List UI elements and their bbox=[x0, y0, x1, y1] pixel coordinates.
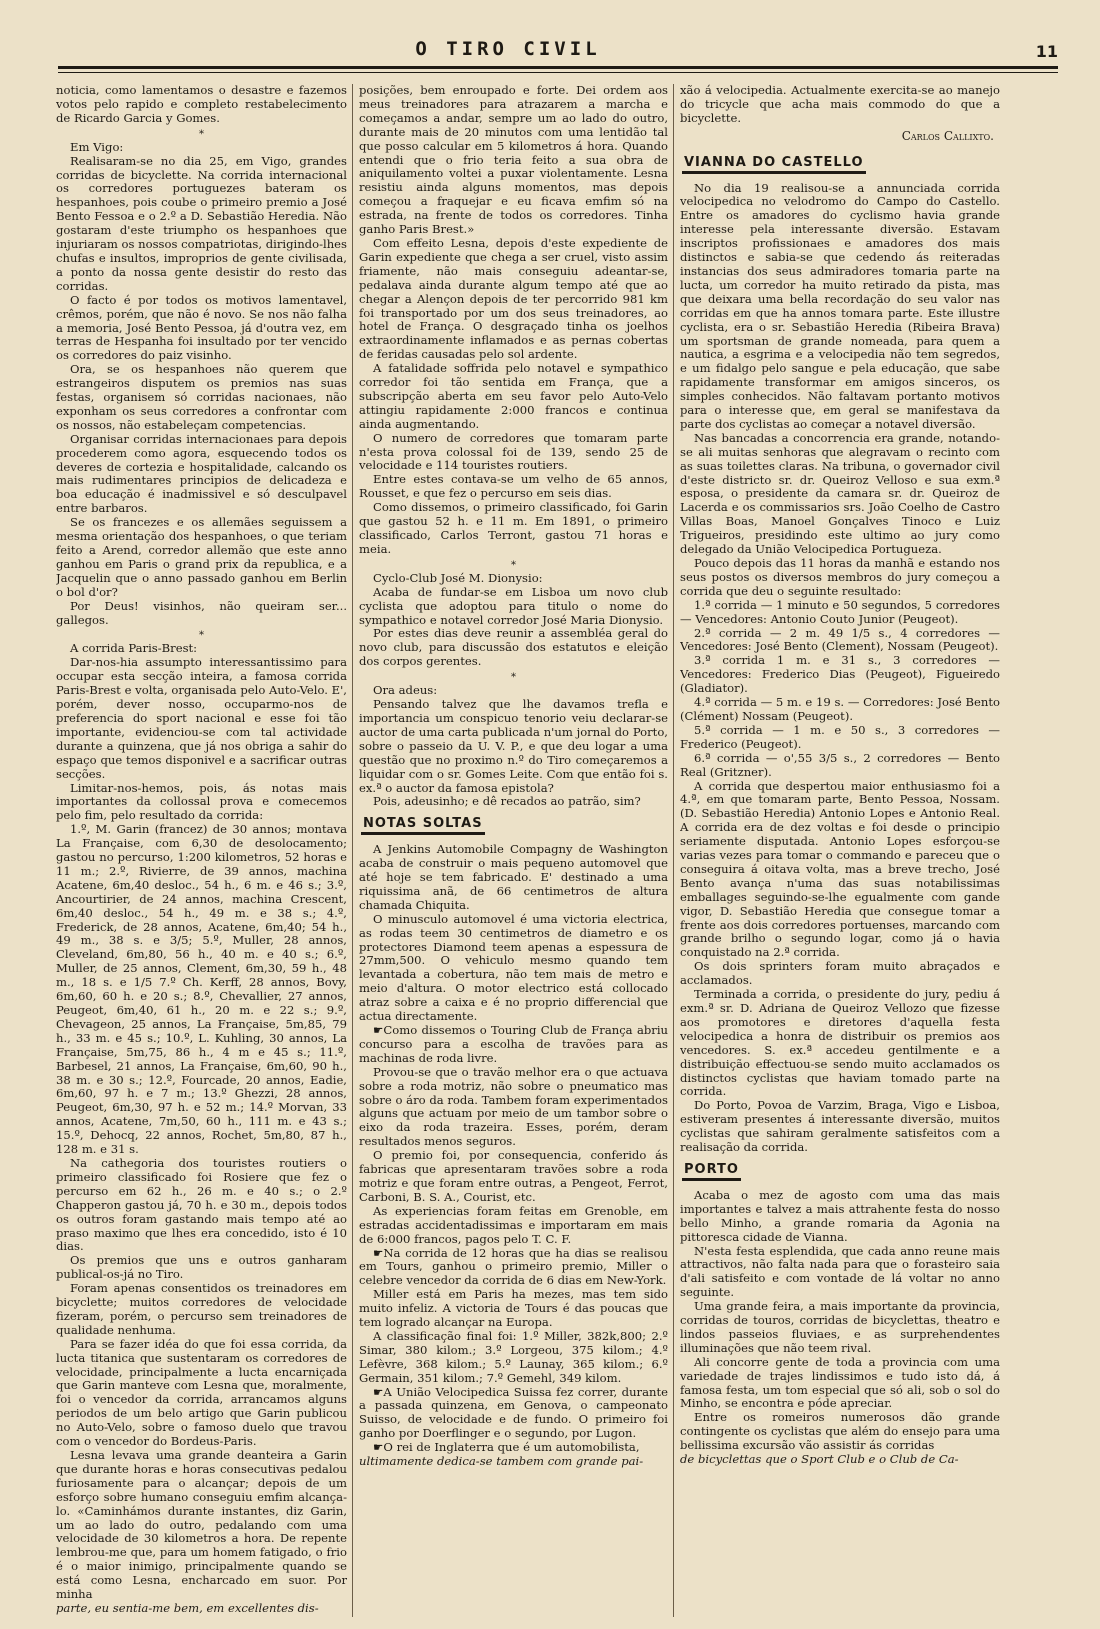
paragraph: Entre estes contava-se um velho de 65 annos, Rousset, e que fez o percurso em seis dias. bbox=[359, 472, 668, 501]
paragraph: O facto é por todos os motivos lamentavel, crêmos, porém, que não é novo. Se nos não falha a memoria, José Bento Pessoa, já d'outra vez, em terras de Hespanha foi insultado por ter vencido os corredores do paiz visinho. bbox=[56, 292, 347, 363]
paragraph: Limitar-nos-hemos, pois, ás notas mais importantes da collossal prova e comecemos pelo fim, pelo resultado da corrida: bbox=[56, 780, 347, 823]
paragraph: Lesna levava uma grande deanteira a Garin que durante horas e horas consecutivas pedalou furiosamente para o alcançar; depois de um esforço sobre humano conseguiu emfim alcança-lo. «Caminhámos durante instantes, diz Garin, um ao lado do outro, pedalando com uma velocidade de 30 kilometros a hora. De repente lembrou-me que, para um homem fatigado, o frio é o maior inimigo, principalmente quando se está como Lesna, encharcado em suor. Por minha bbox=[56, 1448, 347, 1602]
paragraph: A corrida que despertou maior enthusiasmo foi a 4.ª, em que tomaram parte, Bento Pessoa, Nossam. (D. Sebastião Heredia) Antonio Lopes e Antonio Real. A corrida era de dez voltas e foi desde o principio seriamente disputada. Antonio Lopes esforçou-se varias vezes para tomar o commando e pareceu que o conseguira á oitava volta, mas a breve trecho, José Bento avança n'uma das suas notabilissimas emballages seguindo-se-lhe egualmente com gande vigor, D. Sebastião Heredia que consegue tomar a frente aos dois corredores portuenses, marcando com grande brilho o segundo logar, como já o havia conquistado na 2.ª corrida. bbox=[680, 778, 1000, 960]
header-rule-thin bbox=[58, 72, 1058, 73]
section-separator: * bbox=[511, 559, 516, 571]
paragraph: Do Porto, Povoa de Varzim, Braga, Vigo e Lisboa, estiveram presentes á interessante diversão, muitos cyclistas que sahiram geralmente satisfeitos com a realisação da corrida. bbox=[680, 1098, 1000, 1155]
paragraph: posições, bem enroupado e forte. Dei ordem aos meus treinadores para atrazarem a marcha e começamos a andar, sempre um ao lado do outro, durante mais de 20 minutos com uma lentidão tal que posso calcular em 5 kilometros á hora. Quando entendi que o frio teria feito a sua obra de aniquilamento voltei a puxar violentamente. Lesna resistiu ainda alguns momentos, mas depois começou a fraquejar e eu ficava emfim só na estrada, na frente de todos os corredores. Tinha ganho Paris Brest.» bbox=[359, 84, 668, 237]
column-2 bbox=[359, 84, 668, 1619]
paragraph: Para se fazer idéa do que foi essa corrida, da lucta titanica que sustentaram os corredores de velocidade, principalmente a lucta encarniçada que Garin manteve com Lesna que, moralmente, foi o vencedor da corrida, arrancamos alguns periodos de um belo artigo que Garin publicou no Auto-Velo, sobre o famoso duelo que travou com o vencedor do Bordeus-Paris. bbox=[56, 1336, 347, 1449]
subheading-vigo: Em Vigo: bbox=[70, 139, 124, 154]
paragraph: Miller está em Paris ha mezes, mas tem sido muito infeliz. A victoria de Tours é das poucas que tem logrado alcançar na Europa. bbox=[359, 1287, 668, 1330]
paragraph: No dia 19 realisou-se a annunciada corrida velocipedica no velodromo do Campo do Castello. Entre os amadores do cyclismo havia grande interesse pela interessante diversão. Estavam inscriptos profissionaes e amadores dos mais distinctos e sabia-se que cedendo ás reiteradas instancias dos seus admiradores tomaria parte na lucta, um corredor ha muito retirado da pista, mas que deixara uma bella recordação do seu valor nas corridas em que ha annos tomara parte. Este illustre cyclista, era o sr. Sebastião Heredia (Ribeira Brava) um sportsman de grande nomeada, para quem a nautica, a esgrima e a velocipedia não tem segredos, e um fidalgo pelo sangue e pela educação, que sabe rapidamente transformar em amigos sinceros, os simples conhecidos. Não faltavam portanto motivos para o interesse que, em geral se manifestava da parte dos cyclistas ao começar a notavel diversão. bbox=[680, 180, 1000, 431]
paragraph: Dar-nos-hia assumpto interessantissimo para occupar esta secção inteira, a famosa corrida Paris-Brest e volta, organisada pelo Auto-Velo. E', porém, dever nosso, occuparmo-nos de preferencia do sport nacional e esse foi tão importante, evidenciou-se com tal actividade durante a quinzena, que já nos obriga a sahir do espaço que temos disponivel e a sacrificar outras secções. bbox=[56, 655, 347, 781]
subheading-paris-brest: A corrida Paris-Brest: bbox=[70, 641, 198, 656]
paragraph: O minusculo automovel é uma victoria electrica, as rodas teem 30 centimetros de diametro e os protectores Diamond teem apenas a espessura de 27mm,500. O vehiculo mesmo quando tem levantada a cobertura, não tem mais de metro e meio d'altura. O motor electrico está collocado atraz sobre a caixa e é no proprio differencial que actua directamente. bbox=[359, 911, 668, 1024]
paragraph: xão á velocipedia. Actualmente exercita-se ao manejo do tricycle que acha mais commodo do que a bicyclette. bbox=[680, 84, 1000, 125]
section-separator: * bbox=[199, 128, 204, 140]
paragraph: Por Deus! visinhos, não queiram ser... gallegos. bbox=[56, 598, 347, 627]
column-footer-line: ultimamente dedica-se tambem com grande pai- bbox=[359, 1454, 644, 1469]
paragraph: O premio foi, por consequencia, conferido ás fabricas que apresentaram travões sobre a roda motriz e que foram entre outras, a Pengeot, Ferrot, Carboni, B. S. A., Courist, etc. bbox=[359, 1148, 668, 1204]
race-result: 1.ª corrida — 1 minuto e 50 segundos, 5 corredores — Vencedores: Antonio Couto Junior (Peugeot). bbox=[680, 597, 1000, 626]
section-heading-notas-soltas: NOTAS SOLTAS bbox=[361, 817, 485, 835]
paragraph: N'esta festa esplendida, que cada anno reune mais attractivos, não falta nada para que o forasteiro saia d'ali satisfeito e com vontade de lá voltar no anno seguinte. bbox=[680, 1243, 1000, 1300]
paragraph: Foram apenas consentidos os treinadores em bicyclette; muitos corredores de velocidade fizeram, porém, o percurso sem treinadores de qualidade nenhuma. bbox=[56, 1281, 347, 1337]
race-result: 4.ª corrida — 5 m. e 19 s. — Corredores: José Bento (Clément) Nossam (Peugeot). bbox=[680, 695, 1000, 723]
paragraph: Realisaram-se no dia 25, em Vigo, grandes corridas de bicyclette. Na corrida internacional os corredores portuguezes bateram os hespanhoes, pois coube o primeiro premio a José Bento Fessoa e o 2.º a D. Sebastião Heredia. Não gostaram d'este triumpho os hespanhoes que injuriaram os nossos compatriotas, dirigindo-lhes chufas e insultos, improprios de gente civilisada, a ponto da nossa gente desistir do resto das corridas. bbox=[56, 153, 347, 293]
paragraph: Provou-se que o travão melhor era o que actuava sobre a roda motriz, não sobre o pneumatico mas sobre o áro da roda. Tambem foram experimentados alguns que actuam por meio de um tambor sobre o eixo da roda trazeira. Esses, porém, deram resultados menos seguros. bbox=[359, 1064, 668, 1149]
paragraph: noticia, como lamentamos o desastre e fazemos votos pelo rapido e completo restabelecimento de Ricardo Garcia y Gomes. bbox=[56, 84, 347, 125]
paragraph: Entre os romeiros numerosos dão grande contingente os cyclistas que além do ensejo para uma bellissima excursão vão assistir ás corridas bbox=[680, 1410, 1000, 1453]
page-header bbox=[58, 36, 1058, 66]
paragraph: Terminada a corrida, o presidente do jury, pediu á exm.ª sr. D. Adriana de Queiroz Vellozo que fizesse aos promotores e diretores d'aquella festa velocipedica a honra de distribuir os premios aos vencedores. S. ex.ª accedeu gentilmente e a distribuição effectuou-se sendo muito acclamados os distinctos cyclistas que haviam tomado parte na corrida. bbox=[680, 987, 1000, 1099]
paragraph: A classificação final foi: 1.º Miller, 382k,800; 2.º Simar, 380 kilom.; 3.º Lorgeou, 375 kilom.; 4.º Lefèvre, 368 kilom.; 5.º Launay, 365 kilom.; 6.º Germain, 351 kilom.; 7.º Gemehl, 349 kilom. bbox=[359, 1328, 668, 1385]
paragraph: ☛O rei de Inglaterra que é um automobilista, bbox=[373, 1440, 640, 1455]
paragraph: Ali concorre gente de toda a provincia com uma variedade de trajes lindissimos e tudo isto dá, á famosa festa, um tom especial que só ali, sob o sol do Minho, se encontra e póde apreciar. bbox=[680, 1354, 1000, 1411]
paragraph: A fatalidade soffrida pelo notavel e sympathico corredor foi tão sentida em França, que a subscripção aberta em seu favor pelo Auto-Velo attingiu rapidamente 2:000 francos e continua ainda augmentando. bbox=[359, 361, 668, 431]
race-result: 2.ª corrida — 2 m. 49 1/5 s., 4 corredores — Vencedores: José Bento (Clement), Nossam (Peugeot). bbox=[680, 625, 1000, 654]
race-result: 6.ª corrida — o',55 3/5 s., 2 corredores — Bento Real (Gritzner). bbox=[680, 750, 1000, 779]
paragraph: Acaba o mez de agosto com uma das mais importantes e talvez a mais attrahente festa do nosso bello Minho, a grande romaria da Agonia na pittoresca cidade de Vianna. bbox=[680, 1187, 1000, 1244]
column-footer-line: de bicyclettas que o Sport Club e o Club de Ca- bbox=[680, 1452, 959, 1467]
paragraph: ☛Como dissemos o Touring Club de França abriu concurso para a escolha de travões para as machinas de roda livre. bbox=[359, 1023, 668, 1065]
author-signature: Carlos Callixto. bbox=[901, 128, 994, 143]
paragraph: Como dissemos, o primeiro classificado, foi Garin que gastou 52 h. e 11 m. Em 1891, o primeiro classificado, Carlos Terront, gastou 71 horas e meia. bbox=[359, 500, 668, 556]
paragraph: Acaba de fundar-se em Lisboa um novo club cyclista que adoptou para titulo o nome do sympathico e notavel corredor José Maria Dionysio. bbox=[359, 584, 668, 627]
column-footer-line: parte, eu sentia-me bem, em excellentes dis- bbox=[56, 1600, 319, 1615]
paragraph: A Jenkins Automobile Compagny de Washington acaba de construir o mais pequeno automovel que até hoje se tem fabricado. E' destinado a uma riquissima anã, de 66 centimetros de altura chamada Chiquita. bbox=[359, 842, 668, 912]
section-separator: * bbox=[199, 630, 204, 642]
publication-title: O TIRO CIVIL bbox=[415, 38, 601, 60]
paragraph: Se os francezes e os allemães seguissem a mesma orientação dos hespanhoes, o que teriam feito a Arend, corredor allemão que este anno ganhou em Paris o grand prix da republica, e a Jacquelin que o anno passado ganhou em Berlin o bol d'or? bbox=[56, 515, 347, 599]
race-result: 5.ª corrida — 1 m. e 50 s., 3 corredores — Frederico (Peugeot). bbox=[680, 722, 1000, 751]
paragraph: Pois, adeusinho; e dê recados ao patrão, sim? bbox=[373, 794, 641, 809]
paragraph: Os dois sprinters foram muito abraçados e acclamados. bbox=[680, 959, 1000, 988]
paragraph: As experiencias foram feitas em Grenoble, em estradas accidentadissimas e importaram em mais de 6:000 francos, pagos pelo T. C. F. bbox=[359, 1203, 668, 1246]
paragraph: Por estes dias deve reunir a assembléa geral do novo club, para discussão dos estatutos e eleição dos corpos gerentes. bbox=[359, 626, 668, 669]
paragraph: O numero de corredores que tomaram parte n'esta prova colossal foi de 139, sendo 25 de velocidade e 114 touristes routiers. bbox=[359, 430, 668, 473]
column-3 bbox=[680, 84, 1000, 1619]
paragraph: Nas bancadas a concorrencia era grande, notando-se ali muitas senhoras que alegravam o recinto com as suas toilettes claras. Na tribuna, o governador civil d'este districto sr. dr. Queiroz Velloso e sua exm.ª esposa, o presidente da camara sr. dr. Queiroz de Lacerda e os commissarios srs. João Coelho de Castro Villas Boas, Manoel Gonçalves Tinoco e Luiz Trigueiros, presidindo este ultimo ao jury como delegado da União Velocipedica Portugueza. bbox=[680, 430, 1000, 557]
paragraph: Na cathegoria dos touristes routiers o primeiro classificado foi Rosiere que fez o percurso em 62 h., 26 m. e 40 s.; o 2.º Chapperon gastou já, 70 h. e 30 m., depois todos os outros foram gastando mais tempo até ao praso maximo que lhes era concedido, isto é 10 dias. bbox=[56, 1155, 347, 1254]
column-1 bbox=[56, 84, 347, 1619]
column-divider-1 bbox=[352, 84, 353, 1617]
paragraph: ☛A União Velocipedica Suissa fez correr, durante a passada quinzena, em Genova, o campeonato Suisso, de velocidade e de fundo. O primeiro foi ganho por Doerflinger e o segundo, por Lugon. bbox=[359, 1384, 668, 1441]
paragraph: Com effeito Lesna, depois d'este expediente de Garin expediente que chega a ser cruel, visto assim friamente, não mais conseguiu adeantar-se, pedalava ainda durante algum tempo até que ao chegar a Alençon depois de ter percorrido 981 km foi transportado por um dos seus treinadores, ao hotel de França. O desgraçado tinha os joelhos extraordinamente inflamados e as pernas cobertas de feridas causadas pelo sol ardente. bbox=[359, 235, 668, 362]
results-paragraph: 1.º, M. Garin (francez) de 30 annos; montava La Française, com 6,30 de desolocamento; gastou no percurso, 1:200 kilometros, 52 horas e 11 m.; 2.º, Rivierre, de 39 annos, machina Acatene, 6m,40 desloc., 54 h., 6 m. e 46 s.; 3.º, Ancourtirier, de 24 annos, machina Crescent, 6m,40 desloc., 54 h., 49 m. e 38 s.; 4.º, Frederick, de 28 annos, Acatene, 6m,40; 54 h., 49 m., 38 s. e 3/5; 5.º, Muller, 28 annos, Cleveland, 6m,80, 56 h., 40 m. e 40 s.; 6.º, Muller, de 25 annos, Clement, 6m,30, 59 h., 48 m., 18 s. e 1/5 7.º Ch. Kerff, 28 annos, Bovy, 6m,60, 60 h. e 20 s.; 8.º, Chevallier, 27 annos, Peugeot, 6m,40, 61 h., 20 m. e 22 s.; 9.º, Chevageon, 25 annos, La Française, 5m,85, 79 h., 33 m. e 45 s.; 10.º, L. Kuhling, 30 annos, La Française, 5m,75, 86 h., 4 m e 45 s.; 11.º, Barbesel, 21 annos, La Française, 6m,60, 90 h., 38 m. e 30 s.; 12.º, Fourcade, 20 annos, Eadie, 6m,60, 97 h. e 7 m.; 13.º Ghezzi, 28 annos, Peugeot, 6m,30, 97 h. e 52 m.; 14.º Morvan, 33 annos, Acatene, 7m,50, 60 h., 111 m. e 43 s.; 15.º, Dehocq, 22 annos, Rochet, 5m,80, 87 h., 128 m. e 31 s. bbox=[56, 822, 347, 1157]
paragraph: Pensando talvez que lhe davamos trefla e importancia um conspicuo tenorio veiu declarar-se auctor de uma carta publicada n'um jornal do Porto, sobre o passeio da U. V. P., e que deu logar a uma questão que no proximo n.º do Tiro começaremos a liquidar com o sr. Gomes Leite. Com que então foi s. ex.ª o auctor da famosa epistola? bbox=[359, 697, 668, 795]
header-rule-thick bbox=[58, 66, 1058, 69]
paragraph: ☛Na corrida de 12 horas que ha dias se realisou em Tours, ganhou o primeiro premio, Miller o celebre vencedor da corrida de 6 dias em New-York. bbox=[359, 1245, 668, 1288]
column-divider-2 bbox=[673, 84, 674, 1617]
page-number: 11 bbox=[1035, 42, 1058, 61]
paragraph: Ora, se os hespanhoes não querem que estrangeiros disputem os premios nas suas festas, organisem só corridas nacionaes, não exponham os seus corredores a confrontar com os nossos, não estabeleçam competencias. bbox=[56, 362, 347, 432]
paragraph: Pouco depois das 11 horas da manhã e estando nos seus postos os diversos membros do jury começou a corrida que deu o seguinte resultado: bbox=[680, 556, 1000, 598]
paragraph: Organisar corridas internacionaes para depois procederem como agora, esquecendo todos os deveres de cortezia e hospitalidade, calcando os mais rudimentares principios de delicadeza e boa educação é inadmissivel e só desculpavel entre barbaros. bbox=[56, 431, 347, 516]
section-heading-porto: PORTO bbox=[682, 1163, 741, 1181]
subheading-cyclo-club: Cyclo-Club José M. Dionysio: bbox=[373, 570, 543, 585]
paragraph: Uma grande feira, a mais importante da provincia, corridas de touros, corridas de bicyclettas, theatro e lindos passeios fluviaes, e as surprehendentes illuminações que não teem rival. bbox=[680, 1299, 1000, 1355]
section-heading-vianna: VIANNA DO CASTELLO bbox=[682, 156, 866, 174]
section-separator: * bbox=[511, 672, 516, 684]
paragraph: Os premios que uns e outros ganharam publical-os-já no Tiro. bbox=[56, 1253, 347, 1282]
subheading-ora-adeus: Ora adeus: bbox=[373, 683, 438, 698]
race-result: 3.ª corrida 1 m. e 31 s., 3 corredores — Vencedores: Frederico Dias (Peugeot), Figueiredo (Gladiator). bbox=[680, 653, 1000, 696]
